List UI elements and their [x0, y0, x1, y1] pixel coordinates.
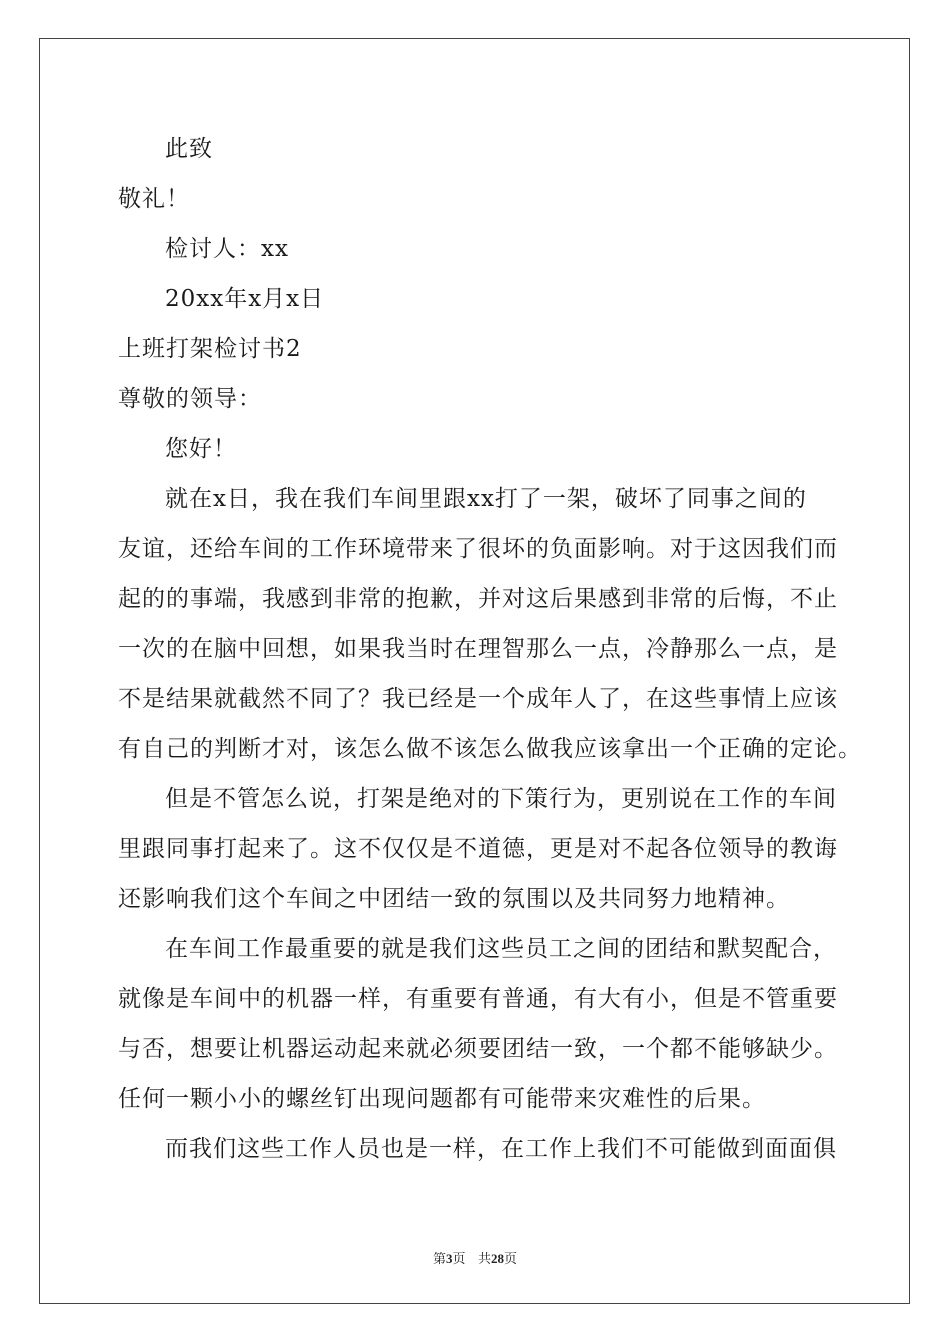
body-line: 在车间工作最重要的就是我们这些员工之间的团结和默契配合， — [165, 936, 837, 962]
total-prefix: 共 — [477, 1252, 491, 1267]
body-line: 任何一颗小小的螺丝钉出现问题都有可能带来灾难性的后果。 — [118, 1086, 766, 1112]
page-total: 28 — [490, 1251, 504, 1266]
addressee-line: 尊敬的领导： — [118, 386, 262, 412]
body-line: 就在x日，我在我们车间里跟xx打了一架，破坏了同事之间的 — [165, 486, 807, 512]
page-unit: 页 — [452, 1252, 466, 1267]
body-line: 友谊，还给车间的工作环境带来了很坏的负面影响。对于这因我们而 — [118, 536, 838, 562]
body-line: 有自己的判断才对，该怎么做不该怎么做我应该拿出一个正确的定论。 — [118, 736, 862, 762]
body-line: 而我们这些工作人员也是一样，在工作上我们不可能做到面面俱 — [165, 1136, 837, 1162]
body-line: 不是结果就截然不同了？我已经是一个成年人了，在这些事情上应该 — [118, 686, 838, 712]
body-line: 与否，想要让机器运动起来就必须要团结一致，一个都不能够缺少。 — [118, 1036, 838, 1062]
page-prefix: 第 — [433, 1252, 447, 1267]
total-unit: 页 — [503, 1252, 517, 1267]
page-number: 3 — [446, 1251, 453, 1266]
page-footer — [0, 1248, 950, 1267]
letter-title: 上班打架检讨书2 — [118, 336, 302, 362]
body-line: 里跟同事打起来了。这不仅仅是不道德，更是对不起各位领导的教诲 — [118, 836, 838, 862]
body-line: 一次的在脑中回想，如果我当时在理智那么一点，冷静那么一点，是 — [118, 636, 838, 662]
salute-line: 敬礼！ — [118, 186, 190, 212]
body-line: 但是不管怎么说，打架是绝对的下策行为，更别说在工作的车间 — [165, 786, 837, 812]
document-body — [118, 124, 862, 1174]
body-line: 起的的事端，我感到非常的抱歉，并对这后果感到非常的后悔，不止 — [118, 586, 838, 612]
body-line: 还影响我们这个车间之中团结一致的氛围以及共同努力地精神。 — [118, 886, 790, 912]
signer-line: 检讨人：xx — [165, 236, 289, 262]
greeting-line: 您好！ — [165, 436, 237, 462]
body-line: 就像是车间中的机器一样，有重要有普通，有大有小，但是不管重要 — [118, 986, 838, 1012]
closing-line: 此致 — [165, 136, 213, 162]
date-line: 20xx年x月x日 — [165, 286, 325, 312]
